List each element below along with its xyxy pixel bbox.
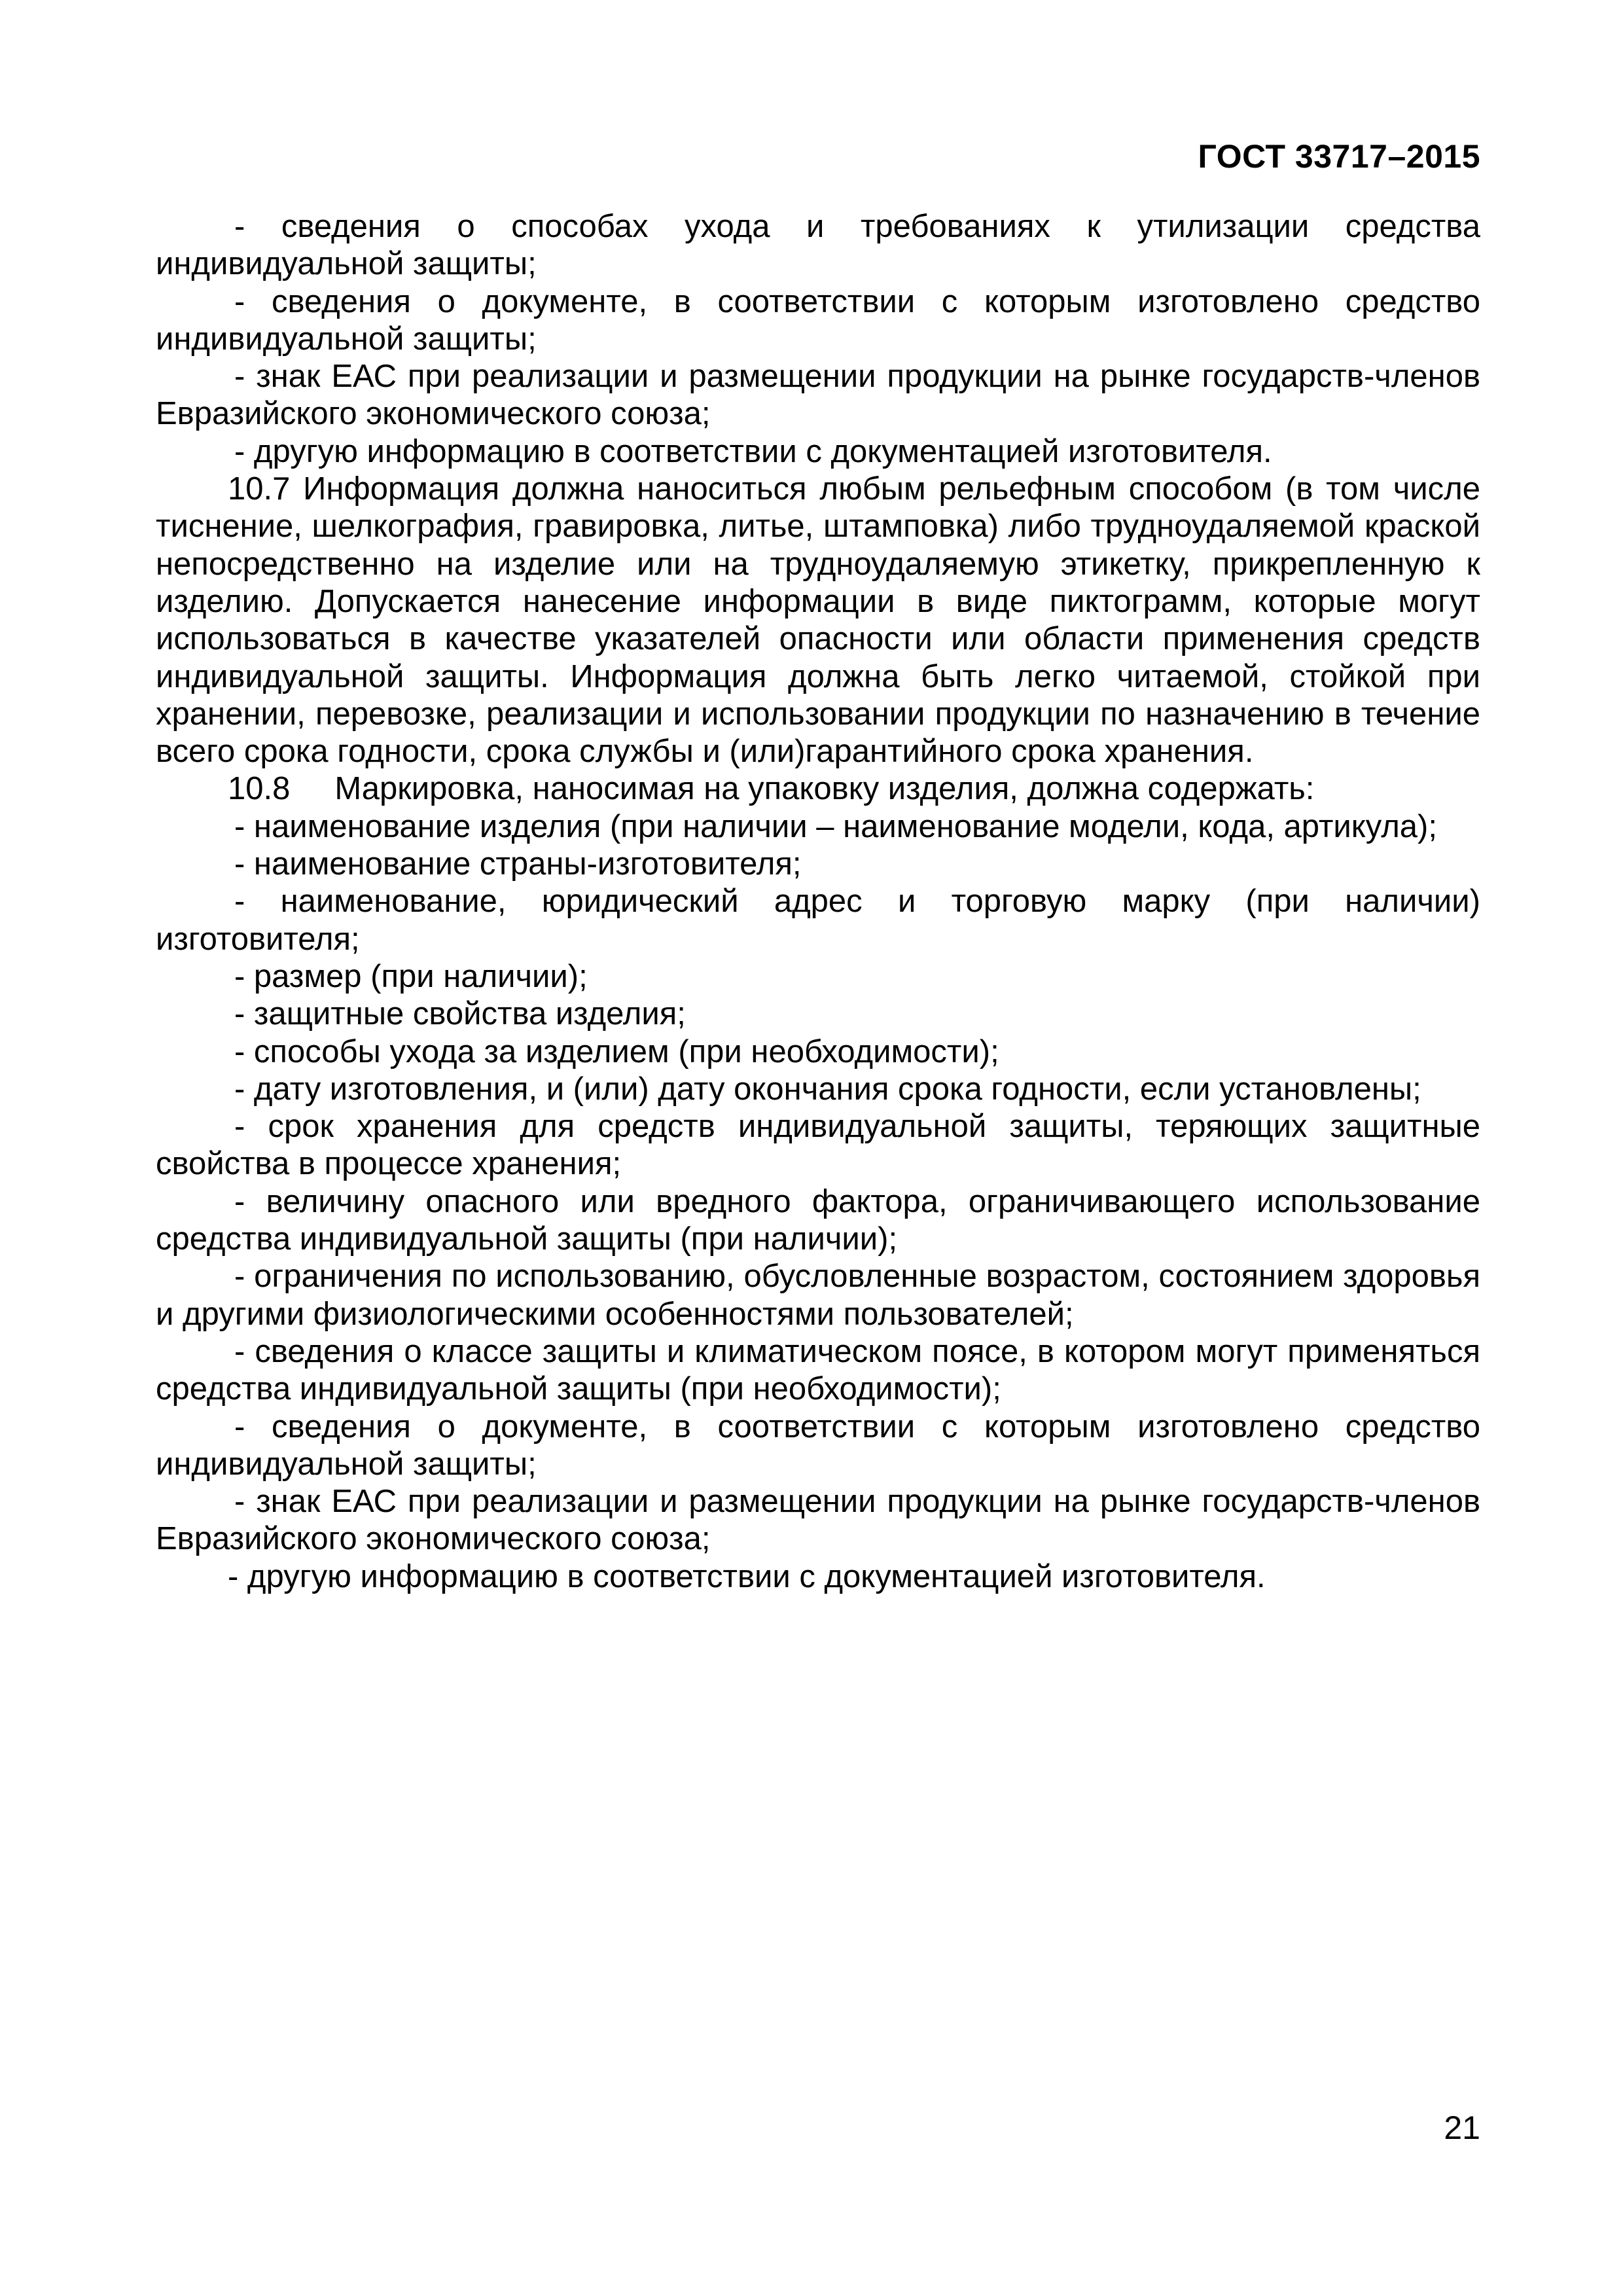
page-number: 21 [1444, 2109, 1480, 2146]
list-item-storage-term: - срок хранения для средств индивидуальной защиты, теряющих защитные свойства в процессе хранения; [156, 1109, 1480, 1182]
list-item-other-info: - другую информацию в соответствии с документацией изготовителя. [234, 433, 1272, 469]
list-item-protective-properties: - защитные свойства изделия; [234, 996, 686, 1032]
list-item-eac-mark-2: - знак ЕАС при реализации и размещении продукции на рынке государств-членов Евразийского экономического союза; [156, 1484, 1480, 1557]
list-item-usage-restrictions: - ограничения по использованию, обусловленные возрастом, состоянием здоровья и другими физиологическими особенностями пользователей; [156, 1259, 1480, 1332]
list-item-document-info-2: - сведения о документе, в соответствии с которым изготовлено средство индивидуальной защиты; [156, 1408, 1480, 1482]
clause-10-8: 10.8 Маркировка, наносимая на упаковку изделия, должна содержать: [228, 771, 1315, 807]
list-item-product-name: - наименование изделия (при наличии – наименование модели, кода, артикула); [234, 808, 1437, 844]
list-item-eac-mark: - знак ЕАС при реализации и размещении продукции на рынке государств-членов Евразийского экономического союза; [156, 359, 1480, 432]
list-item-manufacturer: - наименование, юридический адрес и торговую марку (при наличии) изготовителя; [156, 884, 1480, 957]
list-item-document-info: - сведения о документе, в соответствии с которым изготовлено средство индивидуальной защиты; [156, 283, 1480, 357]
list-item-other-info-2: - другую информацию в соответствии с документацией изготовителя. [228, 1558, 1266, 1594]
clause-10-7: 10.7 Информация должна наноситься любым рельефным способом (в том числе тиснение, шелкография, гравировка, литье, штамповка) либо трудноудаляемой краской непосредственно на изделие или на трудноудаляемую этикетку, прикрепленную к изделию. Допускается нанесение информации в виде пиктограмм, которые могут использоваться в качестве указателей опасности или области применения средств индивидуальной защиты. Информация должна быть легко читаемой, стойкой при хранении, перевозке, реализации и использовании продукции по назначению в течение всего срока годности, срока службы и (или)гарантийного срока хранения. [156, 471, 1480, 770]
list-item-protection-class: - сведения о классе защиты и климатическом поясе, в котором могут применяться средства индивидуальной защиты (при необходимости); [156, 1333, 1480, 1407]
document-body [156, 208, 1480, 1596]
list-item-size: - размер (при наличии); [234, 958, 588, 994]
list-item-care-disposal: - сведения о способах ухода и требованиях к утилизации средства индивидуальной защиты; [156, 209, 1480, 282]
standard-designation: ГОСТ 33717–2015 [1198, 138, 1480, 175]
list-item-country: - наименование страны-изготовителя; [234, 846, 802, 882]
list-item-manufacture-date: - дату изготовления, и (или) дату окончания срока годности, если установлены; [234, 1071, 1421, 1107]
list-item-hazard-factor: - величину опасного или вредного фактора, ограничивающего использование средства индивидуальной защиты (при наличии); [156, 1183, 1480, 1257]
list-item-care-methods: - способы ухода за изделием (при необходимости); [234, 1033, 999, 1069]
